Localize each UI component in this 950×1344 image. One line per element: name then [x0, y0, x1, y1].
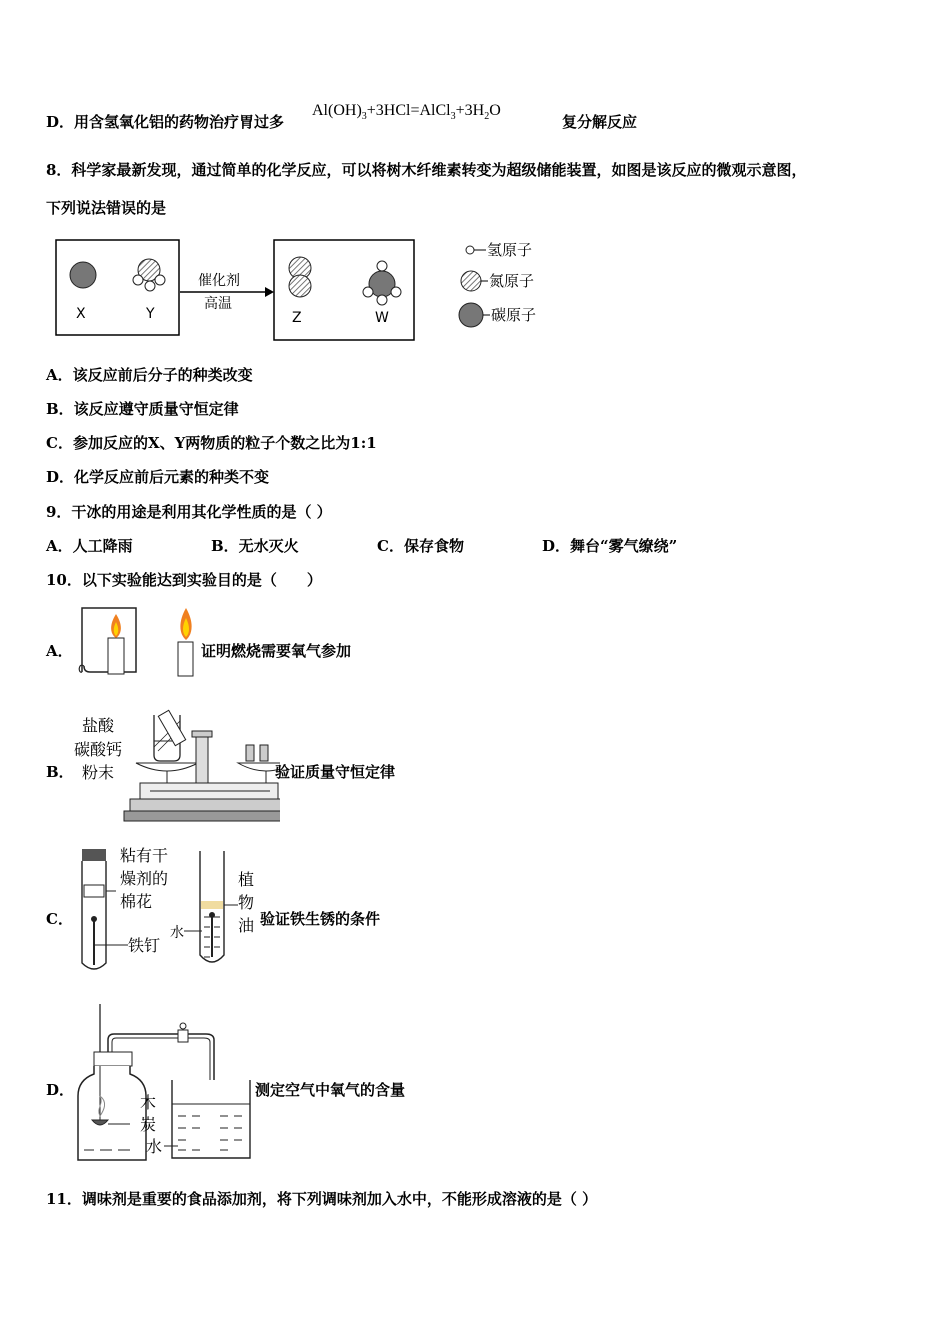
lbl-water-d: 水 [146, 1137, 163, 1156]
q10d-text: 测定空气中氧气的含量 [255, 1081, 406, 1099]
formula-sub-3: 2 [484, 111, 490, 123]
carbon-atom-x [70, 262, 96, 288]
lbl-plant: 植 [238, 870, 255, 889]
left-pan [136, 763, 198, 771]
legend-carbon: 碳原子 [491, 306, 537, 324]
q7d-formula [312, 101, 501, 127]
lbl-calcium-carbonate: 碳酸钙 [74, 740, 123, 759]
lbl-matter: 物 [238, 893, 255, 912]
q8-option-d: D．化学反应前后元素的种类不变 [46, 468, 270, 486]
lbl-iron-nail: 铁钉 [128, 936, 161, 955]
q10a-candles-diagram [76, 600, 201, 682]
q10a-letter: A． [46, 642, 73, 660]
jar-stopper [94, 1052, 132, 1066]
q10d-letter: D． [46, 1081, 75, 1099]
legend-carbon-icon [459, 303, 483, 327]
condition-label: 高温 [204, 296, 232, 312]
water-beaker [172, 1080, 250, 1158]
lbl-hydrochloric-acid: 盐酸 [82, 716, 115, 735]
q8-stem-line2: 下列说法错误的是 [46, 199, 167, 217]
q10c-text: 验证铁生锈的条件 [260, 910, 381, 928]
q8-reaction-diagram [50, 230, 570, 345]
legend-hydrogen-icon [466, 246, 474, 254]
q9-stem: 9．干冰的用途是利用其化学性质的是（ ） [46, 503, 332, 521]
lbl-powder: 粉末 [82, 763, 115, 782]
q10a-text: 证明燃烧需要氧气参加 [201, 642, 352, 660]
reactant-box [56, 240, 179, 335]
q8-option-c: C．参加反应的X、Y两物质的粒子个数之比为1:1 [46, 434, 377, 452]
q10c-rust-diagram [76, 845, 266, 975]
q10b-letter: B． [46, 763, 74, 781]
q10c-letter: C． [46, 910, 73, 928]
label-x: X [76, 306, 86, 322]
label-w: W [375, 310, 389, 326]
q11-stem: 11．调味剂是重要的食品添加剂，将下列调味剂加入水中，不能形成溶液的是（ ） [46, 1190, 598, 1208]
q7-option-d [46, 112, 284, 132]
formula-sub-2: 3 [450, 111, 456, 123]
q10-stem: 10．以下实验能达到实验目的是（ ） [46, 571, 322, 589]
q10b-text: 验证质量守恒定律 [275, 763, 396, 781]
cotton-icon [84, 885, 104, 897]
formula-part-1: Al(OH) [312, 102, 362, 119]
q8-stem-line1: 8．科学家最新发现，通过简单的化学反应，可以将树木纤维素转变为超级储能装置，如图是该反应的微观示意图， [46, 161, 807, 179]
q7d-reaction-type: 复分解反应 [562, 113, 638, 131]
lbl-charcoal: 炭 [140, 1115, 157, 1134]
formula-sub-1: 3 [361, 111, 367, 123]
label-z: Z [292, 310, 302, 326]
gas-jar [78, 1066, 146, 1160]
plant-oil-layer [201, 901, 223, 909]
stopper-icon [82, 849, 106, 861]
legend-hydrogen: 氢原子 [487, 241, 533, 259]
legend [459, 241, 536, 327]
q9-option-a: A．人工降雨 [46, 537, 133, 555]
formula-part-3: +3H [455, 102, 485, 119]
q9-option-d: D．舞台“雾气缭绕” [542, 537, 678, 555]
q8-option-a: A．该反应前后分子的种类改变 [46, 366, 253, 384]
candle-open [178, 642, 193, 676]
lbl-oil: 油 [238, 916, 255, 935]
lbl-water: 水 [170, 925, 184, 941]
weight-icon [246, 745, 254, 761]
formula-part-2: +3HCl=AlCl [366, 102, 451, 119]
lbl-wood: 木 [140, 1093, 157, 1112]
right-pan [238, 763, 280, 771]
q10d-oxygen-diagram [74, 1000, 259, 1168]
q9-option-b: B．无水灭火 [211, 537, 299, 555]
arrow-head [265, 287, 274, 297]
legend-nitrogen-icon [461, 271, 481, 291]
catalyst-label: 催化剂 [198, 273, 240, 289]
q10b-balance-diagram [70, 705, 280, 827]
lbl-desiccant: 燥剂的 [120, 869, 169, 888]
q9-option-c: C．保存食物 [377, 537, 464, 555]
lbl-cotton: 棉花 [120, 892, 153, 911]
legend-nitrogen: 氮原子 [489, 272, 535, 290]
q7d-label: D．用含氢氧化铝的药物治疗胃过多 [46, 113, 285, 131]
clamp-icon [178, 1030, 188, 1042]
q8-option-b: B．该反应遵守质量守恒定律 [46, 400, 239, 418]
candle-covered [108, 638, 124, 674]
lbl-with-dry: 粘有干 [120, 846, 169, 865]
formula-part-4: O [489, 102, 501, 119]
label-y: Y [146, 306, 155, 322]
